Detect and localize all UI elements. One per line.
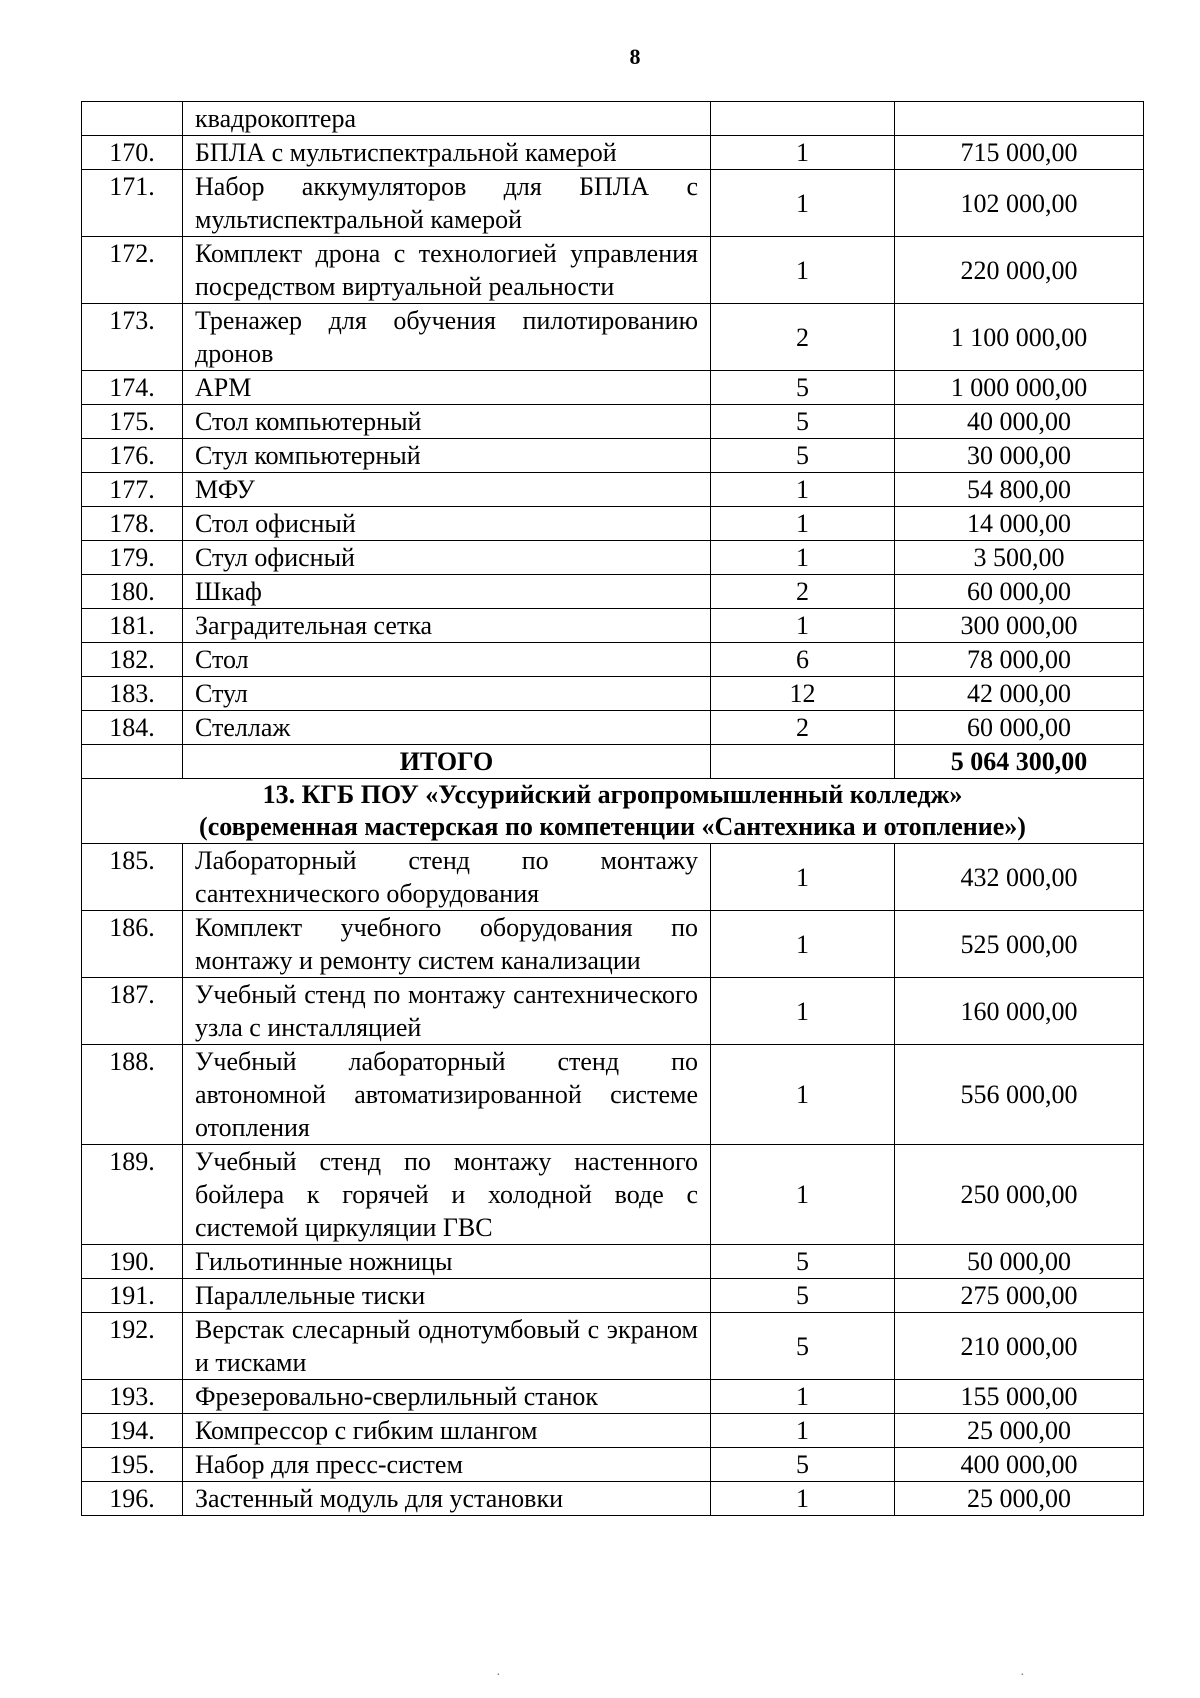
table-row: [82, 237, 1144, 304]
item-name: Лабораторный стенд по монтажу сантехнического оборудования: [183, 844, 711, 911]
item-price: 50 000,00: [895, 1245, 1144, 1279]
item-price: 400 000,00: [895, 1448, 1144, 1482]
item-quantity: 1: [711, 911, 895, 978]
table-total-body: [82, 745, 1144, 844]
row-number: 174.: [82, 371, 183, 405]
item-quantity: 1: [711, 844, 895, 911]
item-name: Стол компьютерный: [183, 405, 711, 439]
item-price: 525 000,00: [895, 911, 1144, 978]
total-label: ИТОГО: [183, 745, 711, 779]
row-number: 179.: [82, 541, 183, 575]
item-name: Стул компьютерный: [183, 439, 711, 473]
table-row: [82, 1313, 1144, 1380]
item-price: 14 000,00: [895, 507, 1144, 541]
item-price: 25 000,00: [895, 1482, 1144, 1516]
row-number: 196.: [82, 1482, 183, 1516]
total-qty-cell: [711, 745, 895, 779]
row-number: 172.: [82, 237, 183, 304]
row-number: 193.: [82, 1380, 183, 1414]
item-price: 25 000,00: [895, 1414, 1144, 1448]
item-name: Комплект учебного оборудования по монтажу и ремонту систем канализации: [183, 911, 711, 978]
table-row: [82, 911, 1144, 978]
row-number: 189.: [82, 1145, 183, 1245]
total-value: 5 064 300,00: [895, 745, 1144, 779]
table-row: [82, 1380, 1144, 1414]
item-quantity: 1: [711, 136, 895, 170]
row-number: 178.: [82, 507, 183, 541]
item-quantity: 5: [711, 405, 895, 439]
row-number: 181.: [82, 609, 183, 643]
item-price: 40 000,00: [895, 405, 1144, 439]
item-quantity: 6: [711, 643, 895, 677]
section-heading: [82, 779, 1144, 844]
table-row: [82, 1279, 1144, 1313]
item-name: квадрокоптера: [183, 102, 711, 136]
table-row: [82, 136, 1144, 170]
table-row: [82, 473, 1144, 507]
item-price: 1 000 000,00: [895, 371, 1144, 405]
table-body-top: [82, 102, 1144, 745]
total-num-cell: [82, 745, 183, 779]
row-number: 183.: [82, 677, 183, 711]
row-number: 195.: [82, 1448, 183, 1482]
item-price: 42 000,00: [895, 677, 1144, 711]
table-row: [82, 1245, 1144, 1279]
row-number: 176.: [82, 439, 183, 473]
row-number: 190.: [82, 1245, 183, 1279]
item-quantity: 1: [711, 473, 895, 507]
item-name: Параллельные тиски: [183, 1279, 711, 1313]
item-name: Учебный стенд по монтажу сантехнического узла с инсталляцией: [183, 978, 711, 1045]
item-quantity: 5: [711, 1245, 895, 1279]
item-name: Фрезеровально-сверлильный станок: [183, 1380, 711, 1414]
item-quantity: 1: [711, 1045, 895, 1145]
item-name: Стул: [183, 677, 711, 711]
row-number: 173.: [82, 304, 183, 371]
item-price: 78 000,00: [895, 643, 1144, 677]
table-row: [82, 1145, 1144, 1245]
scan-dot: ·: [496, 1668, 501, 1683]
item-name: Тренажер для обучения пилотированию дронов: [183, 304, 711, 371]
row-number: 175.: [82, 405, 183, 439]
item-quantity: 12: [711, 677, 895, 711]
item-name: Верстак слесарный однотумбовый с экраном и тисками: [183, 1313, 711, 1380]
item-quantity: 1: [711, 1380, 895, 1414]
item-quantity: 2: [711, 575, 895, 609]
row-number: 171.: [82, 170, 183, 237]
item-name: Заградительная сетка: [183, 609, 711, 643]
row-number: 180.: [82, 575, 183, 609]
table-row: [82, 405, 1144, 439]
item-name: МФУ: [183, 473, 711, 507]
item-price: 60 000,00: [895, 575, 1144, 609]
item-name: Набор аккумуляторов для БПЛА с мультиспектральной камерой: [183, 170, 711, 237]
section-heading-line1: 13. КГБ ПОУ «Уссурийский агропромышленный колледж»: [262, 780, 963, 809]
item-name: Учебный лабораторный стенд по автономной автоматизированной системе отопления: [183, 1045, 711, 1145]
item-quantity: 5: [711, 1313, 895, 1380]
table-row: [82, 575, 1144, 609]
table-row: [82, 1448, 1144, 1482]
row-number: 184.: [82, 711, 183, 745]
item-price: 102 000,00: [895, 170, 1144, 237]
item-name: АРМ: [183, 371, 711, 405]
row-number: 177.: [82, 473, 183, 507]
table-row: [82, 439, 1144, 473]
item-quantity: 1: [711, 1482, 895, 1516]
row-number: 191.: [82, 1279, 183, 1313]
item-price: 3 500,00: [895, 541, 1144, 575]
item-name: Застенный модуль для установки: [183, 1482, 711, 1516]
item-name: Стол: [183, 643, 711, 677]
item-name: Гильотинные ножницы: [183, 1245, 711, 1279]
item-price: 300 000,00: [895, 609, 1144, 643]
item-name: Учебный стенд по монтажу настенного бойлера к горячей и холодной воде с системой циркуляции ГВС: [183, 1145, 711, 1245]
scan-dot: ·: [1020, 1668, 1025, 1683]
section-heading-line2: (современная мастерская по компетенции «Сантехника и отопление»): [199, 812, 1026, 841]
table-row: [82, 304, 1144, 371]
item-quantity: 1: [711, 978, 895, 1045]
item-quantity: 5: [711, 371, 895, 405]
item-name: Стол офисный: [183, 507, 711, 541]
item-name: Набор для пресс-систем: [183, 1448, 711, 1482]
item-price: 715 000,00: [895, 136, 1144, 170]
item-quantity: 1: [711, 237, 895, 304]
item-quantity: 1: [711, 170, 895, 237]
item-name: Шкаф: [183, 575, 711, 609]
table-row: [82, 102, 1144, 136]
table-row: [82, 541, 1144, 575]
page-number: 8: [629, 44, 641, 69]
item-name: Стеллаж: [183, 711, 711, 745]
table-row: [82, 978, 1144, 1045]
item-quantity: 1: [711, 541, 895, 575]
item-price: 155 000,00: [895, 1380, 1144, 1414]
table-row: [82, 1414, 1144, 1448]
row-number: 186.: [82, 911, 183, 978]
item-price: 210 000,00: [895, 1313, 1144, 1380]
item-quantity: 1: [711, 507, 895, 541]
item-price: 432 000,00: [895, 844, 1144, 911]
row-number: 182.: [82, 643, 183, 677]
item-name: Стул офисный: [183, 541, 711, 575]
item-quantity: 2: [711, 304, 895, 371]
item-quantity: 5: [711, 439, 895, 473]
item-quantity: 1: [711, 609, 895, 643]
row-number: 170.: [82, 136, 183, 170]
table-row: [82, 677, 1144, 711]
equipment-table: [81, 101, 1144, 1516]
item-price: 54 800,00: [895, 473, 1144, 507]
row-number: 188.: [82, 1045, 183, 1145]
table-row: [82, 643, 1144, 677]
item-quantity: 1: [711, 1145, 895, 1245]
table-row: [82, 609, 1144, 643]
item-price: 250 000,00: [895, 1145, 1144, 1245]
table-row: [82, 371, 1144, 405]
row-number: 185.: [82, 844, 183, 911]
item-price: 60 000,00: [895, 711, 1144, 745]
item-name: Комплект дрона с технологией управления посредством виртуальной реальности: [183, 237, 711, 304]
item-price: 160 000,00: [895, 978, 1144, 1045]
item-quantity: 5: [711, 1279, 895, 1313]
table-row: [82, 170, 1144, 237]
row-number: 194.: [82, 1414, 183, 1448]
table-row: [82, 1045, 1144, 1145]
item-price: 556 000,00: [895, 1045, 1144, 1145]
table-row: [82, 507, 1144, 541]
table-row: [82, 1482, 1144, 1516]
table-body-bottom: [82, 844, 1144, 1516]
item-quantity: [711, 102, 895, 136]
item-price: 1 100 000,00: [895, 304, 1144, 371]
item-quantity: 1: [711, 1414, 895, 1448]
item-price: 275 000,00: [895, 1279, 1144, 1313]
item-price: 30 000,00: [895, 439, 1144, 473]
row-number: 192.: [82, 1313, 183, 1380]
total-row: [82, 745, 1144, 779]
row-number: 187.: [82, 978, 183, 1045]
item-price: 220 000,00: [895, 237, 1144, 304]
section-heading-row: [82, 779, 1144, 844]
item-name: БПЛА с мультиспектральной камерой: [183, 136, 711, 170]
table-row: [82, 711, 1144, 745]
table-row: [82, 844, 1144, 911]
item-name: Компрессор с гибким шлангом: [183, 1414, 711, 1448]
item-quantity: 2: [711, 711, 895, 745]
item-quantity: 5: [711, 1448, 895, 1482]
item-price: [895, 102, 1144, 136]
row-number: [82, 102, 183, 136]
